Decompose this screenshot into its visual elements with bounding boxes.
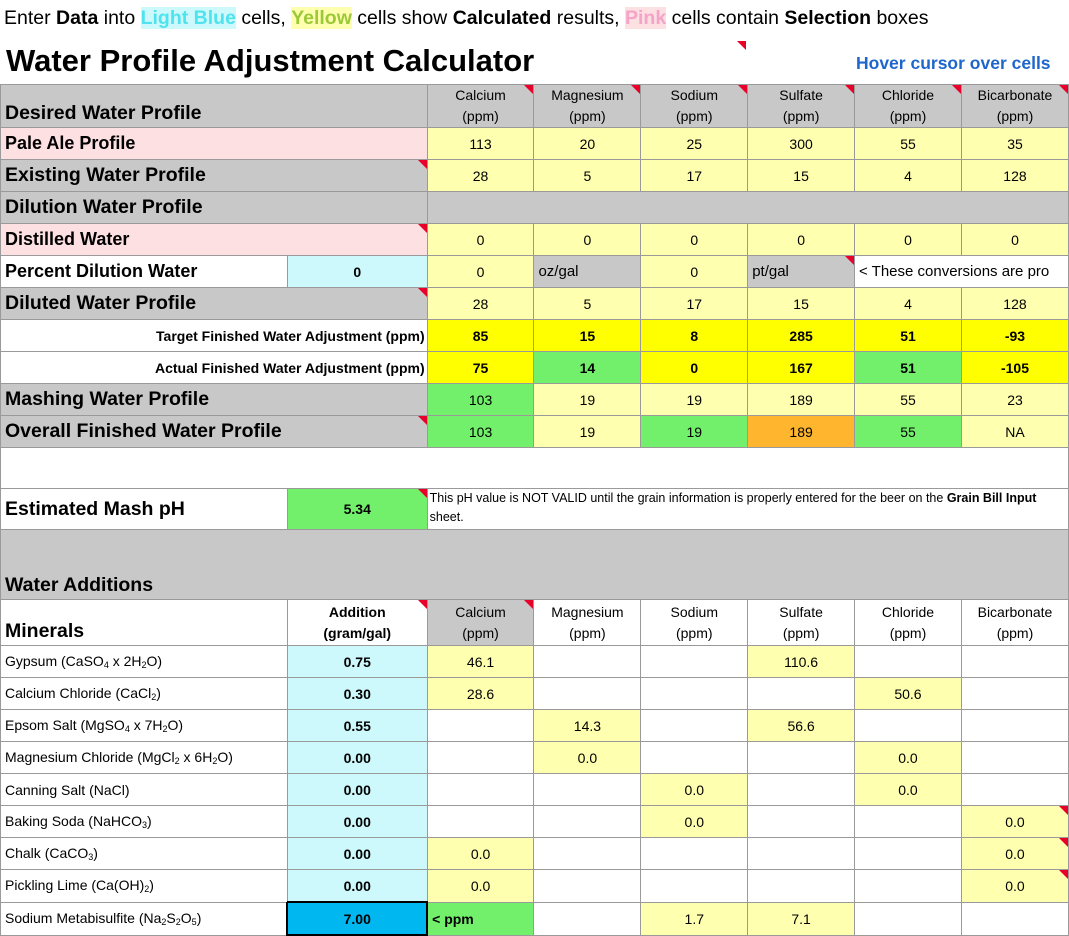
comment-marker-icon[interactable] bbox=[1059, 806, 1068, 815]
mineral-row-epsom-salt bbox=[1, 710, 1069, 742]
mineral-magnesium bbox=[534, 870, 641, 903]
mineral-formula: (CaCl$_2$) bbox=[115, 685, 161, 702]
ion-name: Sodium bbox=[670, 87, 718, 103]
actual-adjustment-row bbox=[1, 352, 1069, 384]
mineral-row-gypsum bbox=[1, 646, 1069, 678]
mineral-bicarbonate bbox=[961, 678, 1068, 710]
actual-bicarbonate: -105 bbox=[961, 352, 1068, 384]
mineral-calcium: 0.0 bbox=[427, 838, 534, 870]
desired-profile-row bbox=[1, 128, 1069, 160]
mineral-calcium bbox=[427, 742, 534, 774]
mash-ph-number: 5.34 bbox=[343, 501, 371, 517]
mineral-magnesium bbox=[534, 774, 641, 806]
diluted-profile-label: Diluted Water Profile bbox=[5, 292, 197, 314]
mineral-formula: $(Ca(OH)_2)$ bbox=[91, 877, 154, 895]
mineral-bicarbonate-value: 0.0 bbox=[1005, 877, 1025, 894]
ion-name: Sodium bbox=[670, 603, 718, 620]
water-additions-row bbox=[1, 530, 1069, 600]
instr-light-blue: Light Blue bbox=[140, 7, 236, 29]
mineral-sodium bbox=[641, 678, 748, 710]
target-adjustment-label: Target Finished Water Adjustment (ppm) bbox=[1, 320, 428, 352]
ion-header-row bbox=[1, 85, 1069, 128]
conversion-note: < These conversions are pro bbox=[855, 256, 1069, 288]
desired-magnesium: 20 bbox=[534, 128, 641, 160]
mineral-ion-header-calcium bbox=[427, 600, 534, 646]
actual-chloride: 51 bbox=[855, 352, 962, 384]
ion-header-sulfate bbox=[748, 85, 855, 128]
desired-profile-select[interactable]: Pale Ale Profile bbox=[1, 128, 428, 160]
mineral-addition-input[interactable]: 0.00 bbox=[287, 838, 427, 870]
overall-profile-row bbox=[1, 416, 1069, 448]
diluted-sulfate: 15 bbox=[748, 288, 855, 320]
mineral-magnesium: 14.3 bbox=[534, 710, 641, 742]
dilution-heading-fill bbox=[427, 192, 1068, 224]
mineral-name: Magnesium Chloride (MgCl$_2$ x $6H_2O$) bbox=[1, 742, 288, 774]
mineral-bicarbonate bbox=[961, 774, 1068, 806]
addition-header bbox=[287, 600, 427, 646]
ion-name: Chloride bbox=[881, 87, 935, 103]
mineral-row-baking-soda bbox=[1, 806, 1069, 838]
mashing-sodium: 19 bbox=[641, 384, 748, 416]
mineral-row-calcium-chloride bbox=[1, 678, 1069, 710]
desired-sodium: 25 bbox=[641, 128, 748, 160]
comment-marker-icon[interactable] bbox=[845, 85, 854, 94]
mineral-addition-input[interactable]: 0.00 bbox=[287, 774, 427, 806]
mineral-name: Epsom Salt (MgSO$_4$ x $7H_2O$) bbox=[1, 710, 288, 742]
mineral-chloride bbox=[855, 710, 962, 742]
mineral-addition-input[interactable]: 0.30 bbox=[287, 678, 427, 710]
conversion-oz-unit: oz/gal bbox=[534, 256, 641, 288]
ph-note-text: sheet. bbox=[429, 510, 464, 524]
ion-header-sodium bbox=[641, 85, 748, 128]
diluted-profile-heading bbox=[1, 288, 428, 320]
diluted-magnesium: 5 bbox=[534, 288, 641, 320]
comment-marker-icon[interactable] bbox=[418, 160, 427, 169]
mash-ph-label: Estimated Mash pH bbox=[1, 489, 288, 530]
dilution-sulfate: 0 bbox=[748, 224, 855, 256]
mineral-sodium bbox=[641, 870, 748, 903]
mineral-bicarbonate-value: 0.0 bbox=[1005, 845, 1025, 862]
mineral-row-magnesium-chloride bbox=[1, 742, 1069, 774]
ion-name: Magnesium bbox=[551, 87, 624, 103]
mineral-calcium bbox=[427, 774, 534, 806]
mashing-profile-heading: Mashing Water Profile bbox=[1, 384, 428, 416]
ion-name: Sulfate bbox=[779, 603, 823, 620]
desired-bicarbonate: 35 bbox=[961, 128, 1068, 160]
desired-calcium: 113 bbox=[427, 128, 534, 160]
mash-ph-value bbox=[287, 489, 427, 530]
mineral-bicarbonate bbox=[961, 646, 1068, 678]
mineral-magnesium: 0.0 bbox=[534, 742, 641, 774]
ion-name: Calcium bbox=[455, 87, 506, 103]
existing-magnesium: 5 bbox=[534, 160, 641, 192]
existing-sodium: 17 bbox=[641, 160, 748, 192]
diluted-profile-row bbox=[1, 288, 1069, 320]
mineral-chloride: 0.0 bbox=[855, 742, 962, 774]
ion-name: Chloride bbox=[881, 603, 935, 620]
mineral-bicarbonate bbox=[961, 838, 1068, 870]
mineral-sulfate bbox=[748, 774, 855, 806]
mashing-calcium: 103 bbox=[427, 384, 534, 416]
existing-sulfate: 15 bbox=[748, 160, 855, 192]
ion-unit: (ppm) bbox=[462, 624, 499, 641]
mineral-chloride bbox=[855, 870, 962, 903]
mineral-magnesium bbox=[534, 646, 641, 678]
comment-marker-icon[interactable] bbox=[418, 489, 427, 498]
ion-unit: (ppm) bbox=[782, 624, 820, 641]
mineral-sodium: 0.0 bbox=[641, 806, 748, 838]
hover-hint: Hover cursor over cells bbox=[856, 53, 1051, 73]
actual-sulfate: 167 bbox=[748, 352, 855, 384]
ion-unit: (ppm) bbox=[569, 108, 606, 124]
mineral-calcium bbox=[427, 710, 534, 742]
comment-marker-icon[interactable] bbox=[418, 288, 427, 297]
comment-marker-icon[interactable] bbox=[1059, 870, 1068, 879]
mineral-sulfate: 110.6 bbox=[748, 646, 855, 678]
page-title: Water Profile Adjustment Calculator bbox=[6, 43, 535, 78]
dilution-profile-heading: Dilution Water Profile bbox=[1, 192, 428, 224]
mineral-name: Chalk (CaCO$_3$) bbox=[1, 838, 288, 870]
target-sodium: 8 bbox=[641, 320, 748, 352]
dilution-bicarbonate: 0 bbox=[961, 224, 1068, 256]
dilution-sodium: 0 bbox=[641, 224, 748, 256]
mineral-name: Gypsum (CaSO$_4$ x $2H_2O$) bbox=[1, 646, 288, 678]
mineral-bicarbonate bbox=[961, 806, 1068, 838]
mineral-sulfate bbox=[748, 806, 855, 838]
conversion-pt-unit bbox=[748, 256, 855, 288]
mineral-formula: (CaCO$_3$) bbox=[44, 845, 98, 862]
desired-chloride: 55 bbox=[855, 128, 962, 160]
existing-profile-row bbox=[1, 160, 1069, 192]
dilution-heading-row bbox=[1, 192, 1069, 224]
mineral-bicarbonate bbox=[961, 742, 1068, 774]
mineral-sulfate bbox=[748, 838, 855, 870]
dilution-chloride: 0 bbox=[855, 224, 962, 256]
mineral-addition-input[interactable]: 0.75 bbox=[287, 646, 427, 678]
ion-unit: (ppm) bbox=[675, 624, 713, 641]
mineral-magnesium bbox=[534, 806, 641, 838]
overall-chloride: 55 bbox=[855, 416, 962, 448]
comment-marker-icon[interactable] bbox=[845, 256, 854, 265]
comment-marker-icon[interactable] bbox=[524, 600, 533, 609]
mineral-row-canning-salt bbox=[1, 774, 1069, 806]
percent-dilution-row bbox=[1, 256, 1069, 288]
mineral-formula: (CaSO$_4$ x $2H_2O$) bbox=[61, 653, 163, 670]
addition-header-unit: (gram/gal) bbox=[323, 624, 392, 641]
ion-name: Magnesium bbox=[551, 603, 624, 620]
addition-header-line: Addition bbox=[328, 603, 386, 620]
comment-marker-icon[interactable] bbox=[524, 85, 533, 94]
overall-profile-heading bbox=[1, 416, 428, 448]
ph-note-link: Grain Bill Input bbox=[946, 491, 1037, 505]
instr-text: into bbox=[98, 7, 141, 29]
ion-unit: (ppm) bbox=[569, 624, 606, 641]
mineral-formula: (MgSO$_4$ x $7H_2O$) bbox=[80, 717, 184, 734]
spacer-row bbox=[1, 448, 1069, 489]
desired-profile-heading: Desired Water Profile bbox=[1, 85, 428, 128]
mineral-name: Canning Salt (NaCl) bbox=[1, 774, 288, 806]
mineral-calcium: 0.0 bbox=[427, 870, 534, 903]
actual-magnesium: 14 bbox=[534, 352, 641, 384]
minerals-heading: Minerals bbox=[1, 600, 288, 646]
mineral-sulfate bbox=[748, 678, 855, 710]
mineral-addition-input[interactable]: 0.00 bbox=[287, 870, 427, 903]
dilution-profile-row bbox=[1, 224, 1069, 256]
mineral-addition-input[interactable]: 7.00 bbox=[287, 902, 427, 935]
water-additions-heading: Water Additions bbox=[1, 530, 1069, 600]
mashing-magnesium: 19 bbox=[534, 384, 641, 416]
mineral-chloride: 50.6 bbox=[855, 678, 962, 710]
instr-data: Data bbox=[56, 7, 99, 29]
instr-text: cells, bbox=[235, 7, 292, 29]
ion-unit: (ppm) bbox=[462, 108, 499, 124]
mineral-sulfate: 56.6 bbox=[748, 710, 855, 742]
mineral-bicarbonate bbox=[961, 902, 1068, 935]
mineral-ion-header-chloride bbox=[855, 600, 962, 646]
mineral-ion-header-magnesium bbox=[534, 600, 641, 646]
overall-bicarbonate: NA bbox=[961, 416, 1068, 448]
instr-text: boxes bbox=[871, 7, 929, 29]
ion-name: Sulfate bbox=[779, 87, 823, 103]
mineral-chloride: 0.0 bbox=[855, 774, 962, 806]
mashing-bicarbonate: 23 bbox=[961, 384, 1068, 416]
mineral-sodium: 0.0 bbox=[641, 774, 748, 806]
diluted-sodium: 17 bbox=[641, 288, 748, 320]
mineral-bicarbonate bbox=[961, 710, 1068, 742]
target-bicarbonate: -93 bbox=[961, 320, 1068, 352]
minerals-header-row bbox=[1, 600, 1069, 646]
mash-ph-note bbox=[427, 489, 1068, 530]
mashing-chloride: 55 bbox=[855, 384, 962, 416]
mineral-name: Pickling Lime $(Ca(OH)_2)$ bbox=[1, 870, 288, 903]
ion-unit: (ppm) bbox=[675, 108, 713, 124]
instr-selection: Selection bbox=[784, 7, 872, 29]
mineral-calcium: 46.1 bbox=[427, 646, 534, 678]
mineral-addition-input[interactable]: 0.55 bbox=[287, 710, 427, 742]
mineral-calcium bbox=[427, 806, 534, 838]
ion-header-magnesium bbox=[534, 85, 641, 128]
mineral-sulfate bbox=[748, 742, 855, 774]
mineral-row-chalk bbox=[1, 838, 1069, 870]
actual-calcium: 75 bbox=[427, 352, 534, 384]
mineral-bicarbonate-value: 0.0 bbox=[1005, 813, 1025, 830]
mineral-sulfate: 7.1 bbox=[748, 902, 855, 935]
ion-unit: (ppm) bbox=[996, 108, 1034, 124]
mineral-sodium bbox=[641, 646, 748, 678]
conversion-pt-label: pt/gal bbox=[752, 263, 789, 280]
percent-dilution-input[interactable]: 0 bbox=[287, 256, 427, 288]
instr-text: results, bbox=[551, 7, 625, 29]
mineral-chloride bbox=[855, 646, 962, 678]
calculator-grid bbox=[0, 84, 1069, 936]
mineral-name: Sodium Metabisulfite $(Na_2S_2O_5)$ bbox=[1, 902, 288, 935]
existing-calcium: 28 bbox=[427, 160, 534, 192]
comment-marker-icon[interactable] bbox=[737, 41, 746, 50]
comment-marker-icon[interactable] bbox=[418, 600, 427, 609]
mineral-sulfate bbox=[748, 870, 855, 903]
mineral-sodium bbox=[641, 742, 748, 774]
mashing-profile-row bbox=[1, 384, 1069, 416]
ion-unit: (ppm) bbox=[889, 108, 927, 124]
percent-dilution-label: Percent Dilution Water bbox=[1, 256, 288, 288]
mineral-magnesium bbox=[534, 838, 641, 870]
target-adjustment-row bbox=[1, 320, 1069, 352]
mineral-sodium: 1.7 bbox=[641, 902, 748, 935]
mineral-magnesium bbox=[534, 902, 641, 935]
comment-marker-icon[interactable] bbox=[631, 85, 640, 94]
actual-sodium: 0 bbox=[641, 352, 748, 384]
comment-marker-icon[interactable] bbox=[738, 85, 747, 94]
overall-sulfate: 189 bbox=[748, 416, 855, 448]
target-magnesium: 15 bbox=[534, 320, 641, 352]
ion-name: Calcium bbox=[455, 603, 506, 620]
target-sulfate: 285 bbox=[748, 320, 855, 352]
existing-profile-label: Existing Water Profile bbox=[5, 164, 206, 186]
ion-name: Bicarbonate bbox=[977, 87, 1053, 103]
mineral-ion-header-sulfate bbox=[748, 600, 855, 646]
mineral-addition-input[interactable]: 0.00 bbox=[287, 742, 427, 774]
existing-chloride: 4 bbox=[855, 160, 962, 192]
mineral-ion-header-sodium bbox=[641, 600, 748, 646]
ph-note-text: This pH value is NOT VALID until the grain information is properly entered for the beer on the bbox=[429, 491, 947, 505]
ion-unit: (ppm) bbox=[889, 624, 927, 641]
target-calcium: 85 bbox=[427, 320, 534, 352]
conversion-oz-value: 0 bbox=[427, 256, 534, 288]
target-chloride: 51 bbox=[855, 320, 962, 352]
mineral-formula: $(Na_2S_2O_5)$ bbox=[138, 910, 202, 927]
dilution-profile-select[interactable] bbox=[1, 224, 428, 256]
ion-unit: (ppm) bbox=[996, 624, 1034, 641]
overall-profile-label: Overall Finished Water Profile bbox=[5, 420, 282, 442]
ion-name: Bicarbonate bbox=[977, 603, 1053, 620]
mineral-chloride bbox=[855, 806, 962, 838]
mineral-addition-input[interactable]: 0.00 bbox=[287, 806, 427, 838]
actual-adjustment-label: Actual Finished Water Adjustment (ppm) bbox=[1, 352, 428, 384]
existing-bicarbonate: 128 bbox=[961, 160, 1068, 192]
spacer-cell bbox=[1, 448, 1069, 489]
dilution-magnesium: 0 bbox=[534, 224, 641, 256]
mineral-row-sodium-metabisulfite bbox=[1, 902, 1069, 935]
mineral-chloride bbox=[855, 838, 962, 870]
instr-text: cells show bbox=[351, 7, 453, 29]
comment-marker-icon[interactable] bbox=[952, 85, 961, 94]
mineral-magnesium bbox=[534, 678, 641, 710]
overall-magnesium: 19 bbox=[534, 416, 641, 448]
diluted-chloride: 4 bbox=[855, 288, 962, 320]
ion-header-chloride bbox=[855, 85, 962, 128]
dilution-select-label: Distilled Water bbox=[5, 229, 130, 249]
desired-sulfate: 300 bbox=[748, 128, 855, 160]
mineral-row-pickling-lime bbox=[1, 870, 1069, 903]
comment-marker-icon[interactable] bbox=[418, 416, 427, 425]
ion-header-bicarbonate bbox=[961, 85, 1068, 128]
mineral-name: Calcium Chloride (CaCl$_2$) bbox=[1, 678, 288, 710]
mineral-chloride bbox=[855, 902, 962, 935]
mineral-ion-header-bicarbonate bbox=[961, 600, 1068, 646]
instr-text: Enter bbox=[4, 7, 57, 29]
instr-yellow: Yellow bbox=[291, 7, 352, 29]
dilution-calcium: 0 bbox=[427, 224, 534, 256]
mineral-formula: (MgCl$_2$ x $6H_2O$) bbox=[137, 749, 233, 766]
mineral-formula: (NaCl) bbox=[89, 781, 130, 798]
mineral-formula: (NaHCO$_3$) bbox=[88, 813, 152, 830]
instr-text: cells contain bbox=[666, 7, 785, 29]
diluted-bicarbonate: 128 bbox=[961, 288, 1068, 320]
existing-profile-heading bbox=[1, 160, 428, 192]
mash-ph-row bbox=[1, 489, 1069, 530]
mineral-name: Baking Soda (NaHCO$_3$) bbox=[1, 806, 288, 838]
mineral-calcium: < ppm bbox=[427, 902, 534, 935]
instr-pink: Pink bbox=[625, 7, 667, 29]
mineral-sodium bbox=[641, 710, 748, 742]
comment-marker-icon[interactable] bbox=[418, 224, 427, 233]
ion-unit: (ppm) bbox=[782, 108, 820, 124]
comment-marker-icon[interactable] bbox=[1059, 838, 1068, 847]
overall-calcium: 103 bbox=[427, 416, 534, 448]
diluted-calcium: 28 bbox=[427, 288, 534, 320]
comment-marker-icon[interactable] bbox=[1059, 85, 1068, 94]
instructions-line bbox=[4, 7, 929, 30]
ion-header-calcium bbox=[427, 85, 534, 128]
conversion-pt-value: 0 bbox=[641, 256, 748, 288]
mashing-sulfate: 189 bbox=[748, 384, 855, 416]
instr-calculated: Calculated bbox=[452, 7, 552, 29]
mineral-sodium bbox=[641, 838, 748, 870]
overall-sodium: 19 bbox=[641, 416, 748, 448]
mineral-calcium: 28.6 bbox=[427, 678, 534, 710]
mineral-bicarbonate bbox=[961, 870, 1068, 903]
